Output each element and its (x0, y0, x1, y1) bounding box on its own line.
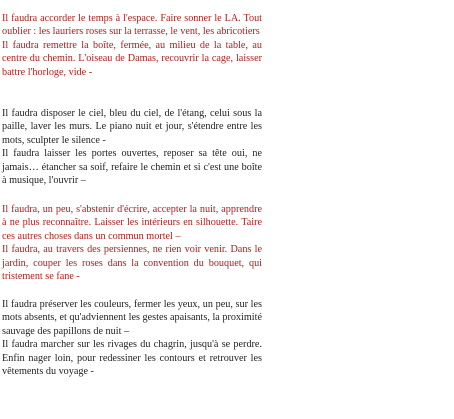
stanza-1-text: Il faudra accorder le temps à l'espace. Faire sonner le LA. Tout oublier : les lauriers roses sur la terrasse, le vent, les abricotiers Il faudra remettre la boîte, fermée, au milieu de la table, au centre du chemin. L'oiseau de Damas, recouvrir la cage, laisser battre l'horloge, vide - (2, 13, 262, 78)
stanza-2-text: Il faudra disposer le ciel, bleu du ciel, de l'étang, celui sous la paille, laver les murs. Le piano nuit et jour, s'étendre entre les mots, sculpter le silence - Il faudra laisser les portes ouvertes, reposer sa tête oui, ne jamais… étancher sa soif, refaire le chemin et si c'est une boîte à musique, l'ouvrir – (2, 108, 262, 187)
stanza-3-text: Il faudra, un peu, s'abstenir d'écrire, accepter la nuit, apprendre à ne plus reconnaître. Laisser les intérieurs en silhouette. Taire ces autres choses dans un commun mortel – Il faudra, au travers des persiennes, ne rien voir venir. Dans le jardin, couper les roses dans la convention du bouquet, qui tristement se fane - (2, 204, 262, 283)
stanza-2 (2, 107, 262, 187)
stanza-3 (2, 203, 262, 283)
stanza-4 (2, 298, 262, 378)
stanza-4-text: Il faudra préserver les couleurs, fermer les yeux, un peu, sur les mots absents, et qu'adviennent les gestes apaisants, la proximité sauvage des papillons de nuit – Il faudra marcher sur les rivages du chagrin, jusqu'à se perdre. Enfin nager loin, pour redessiner les contours et retrouver les vêtements du voyage - (2, 299, 262, 378)
stanza-1 (2, 12, 262, 79)
